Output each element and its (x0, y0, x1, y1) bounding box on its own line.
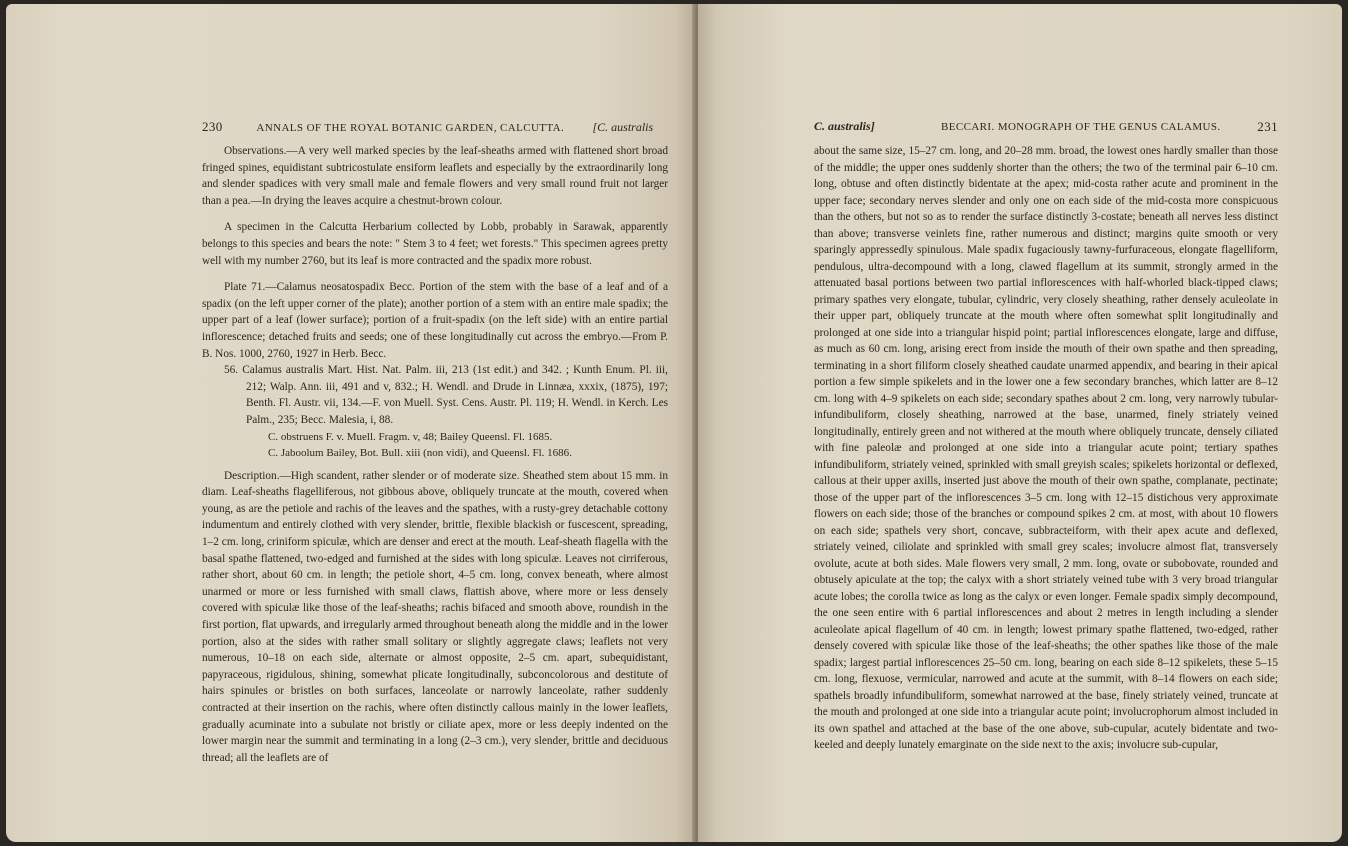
left-body-text (202, 143, 668, 766)
left-page-number: 230 (202, 119, 223, 134)
left-page (6, 4, 696, 842)
synonym-jaboolum: C. Jaboolum Bailey, Bot. Bull. xiii (non vidi), and Queensl. Fl. 1686. (268, 447, 572, 460)
right-running-head-text: BECCARI. MONOGRAPH OF THE GENUS CALAMUS. (941, 121, 1221, 133)
right-running-header (814, 119, 1278, 134)
synonym-obstruens: C. obstruens F. v. Muell. Fragm. v, 48; Bailey Queensl. Fl. 1685. (268, 430, 553, 443)
right-species-tag: C. australis] (814, 119, 875, 133)
description-paragraph: Description.—High scandent, rather slender or of moderate size. Sheathed stem about 15 mm. in diam. Leaf-sheaths flagelliferous, not gibbous above, obliquely truncate at the mouth, covered when young, as are the petiole and rachis of the leaves and the spathes, with a rusty-grey detachable cottony indumentum and entirely clothed with very slender, brittle, flexible blackish or fuscescent, spreading, 1–2 cm. long, criniform spiculæ, which are denser and erect at the mouth. Leaf-sheath flagella with the basal spathe flattened, two-edged and furnished at the sides with long spiculæ. Leaves not cirriferous, rather short, about 60 cm. in length; the petiole short, 4–5 cm. long, convex beneath, where almost unarmed or more or less furnished with small claws, flattish above, where more or less densely covered with spiculæ like those of the leaf-sheaths; rachis bifaced and smooth above, roundish in the first portion, flat upwards, and irregularly armed throughout beneath along the middle and in the lower portion, also at the sides with rather small solitary or slightly aggregate claws; leaflets not very numerous, 10–18 on each side, alternate or almost opposite, 2–5 cm. apart, subequidistant, papyraceous, rigidulous, shining, somewhat plicate longitudinally, subconcolorous and destitute of hairs spinules or bristles on both surfaces, lanceolate or narrowly lanceolate, rather suddenly contracted at their insertion on the rachis, where often distinctly callous mainly in the lower leaflets, gradually acuminate into a subulate not bristly or ciliate apex, more or less deeply indented on the lower margin near the summit and terminating in a long (2–3 cm.), very slender, brittle and deciduous thread; all the leaflets are of (202, 469, 668, 764)
left-running-head-text: ANNALS OF THE ROYAL BOTANIC GARDEN, CALCUTTA. (256, 122, 565, 134)
left-species-tag: [C. australis (592, 120, 654, 134)
species-entry: 56. Calamus australis Mart. Hist. Nat. Palm. iii, 213 (1st edit.) and 342. ; Kunth Enum. Pl. iii, 212; Walp. Ann. iii, 491 and v, 832.; H. Wendl. and Drude in Linnæa, xxxix, (1875), 197; Benth. Fl. Austr. vii, 134.—F. von Muell. Syst. Cens. Austr. Pl. 119; H. Wendl. in Kerch. Les Palm., 235; Becc. Malesia, i, 88. (224, 364, 668, 426)
left-running-header (202, 119, 653, 135)
plate-paragraph: Plate 71.—Calamus neosatospadix Becc. Portion of the stem with the base of a leaf and of a spadix (on the left upper corner of the plate); another portion of a stem with an entire male spadix; the upper part of a leaf (lower surface); portion of a fruit-spadix (on the left side) with an entire partial inflorescence; detached fruits and seeds; one of these longitudinally cut across the embryo.—From P. B. Nos. 1000, 2760, 1927 in Herb. Becc. (202, 281, 668, 360)
specimen-note-paragraph: A specimen in the Calcutta Herbarium collected by Lobb, probably in Sarawak, apparently belongs to this species and bears the note: " Stem 3 to 4 feet; wet forests." This specimen agrees pretty well with my number 2760, but its leaf is more contracted and the spadix more robust. (202, 221, 668, 267)
observations-paragraph: Observations.—A very well marked species by the leaf-sheaths armed with flattened short broad fringed spines, equidistant subtricostulate ensiform leaflets and especially by the extraordinarily long and slender spadices with very small male and female flowers and very small round fruit not larger than a pea.—In drying the leaves acquire a chestnut-brown colour. (202, 145, 668, 207)
right-page-number: 231 (1257, 119, 1278, 134)
right-page (698, 4, 1342, 842)
continued-description: about the same size, 15–27 cm. long, and 20–28 mm. broad, the lowest ones hardly smaller than those of the middle; the upper ones suddenly shorter than the others; the two of the terminal pair 6–10 cm. long, obtuse and often distinctly bidentate at the apex; mid-costa rather acute and prominent in the upper face; secondary nerves slender and only one on each side of the mid-costa more conspicuous than the others, but not so as to render the surface distinctly 3-costate; beneath all nerves less distinct than above; transverse veinlets fine, rather numerous and distinct; margins quite smooth or very sparingly appressedly spinulous. Male spadix fugaciously tawny-furfuraceous, elongate flagelliform, pendulous, ultra-decompound with a long, clawed flagellum at its summit, strongly armed in the attenuated basal portions between two partial inflorescences with half-whorled black-tipped claws; primary spathes very elongate, tubular, cylindric, very closely sheathing, rather densely aculeolate in their upper part, obliquely truncate at the mouth where often somewhat split longitudinally and prolonged at one side into a triangular hispid point; partial inflorescences elongate, large and diffuse, as much as 60 cm. long, arising erect from inside the mouth of their own spathe and then spreading, terminating in a short filiform closely sheathed caudate unarmed appendix, and bearing in their apical portion a few simple spikelets and in the lower one a few secondary branches, which latter are 8–12 cm. long with 4–9 spikelets on each side; secondary spathes about 2 cm. long, very narrowly tubular-infundibuliform, closely sheathing, narrowed at the base, unarmed, finely striately veined longitudinally, entirely green and not withered at the mouth where obliquely truncate, densely ciliated with fine paleolæ and prolonged at one side into a triangular acute point; tertiary spathes infundibuliform, striately veined, sprinkled with small greyish scales; spikelets horizontal or deflexed, callous at their upper axills, inserted just above the mouth of their own spathe, complanate, pectinate; those of the upper part of the inflorescences 3–5 cm. long with 12–15 distichous very approximate flowers on each side; those of the branches or compound spikes 2 cm. at most, with about 10 flowers on each side; spathels very short, concave, subbracteiform, with their apex acute and deflexed, striately veined, ciliolate and sprinkled with small grey scales; involucre almost flat, transversely ovolute, acute at both sides. Male flowers very small, 2 mm. long, ovate or subobovate, rounded and obtusely apiculate at the top; the calyx with a short striately veined tube with 3 very broad triangular acute lobes; the corolla twice as long as the calyx or even longer. Female spadix simply decompound, the one seen entire with 6 partial inflorescences and about 2 metres in length including a slender aculeolate apical flagellum of 40 cm. in length; lowest primary spathe flattened, two-edged, rather densely covered with spiculæ like those of the leaf-sheaths; the other spathes like those of the male spadix; largest partial inflorescences 25–50 cm. long, bearing on each side 8–12 spikelets, these 5–15 cm. long, flexuose, vermicular, narrowed and acute at the summit, with 8–14 flowers on each side; spathels broadly infundibuliform, somewhat narrowed at the base, finely striately veined, truncate at the mouth and prolonged at one side into a triangular acute point; involucrophorum almost included in its own spathel and attached at the base of the one above, sub-cupular, acutely bidentate and two-keeled and deeply lunately emarginate on the side next to the axis; involucre sub-cupular, (814, 145, 1278, 751)
right-body-text (814, 143, 1278, 754)
